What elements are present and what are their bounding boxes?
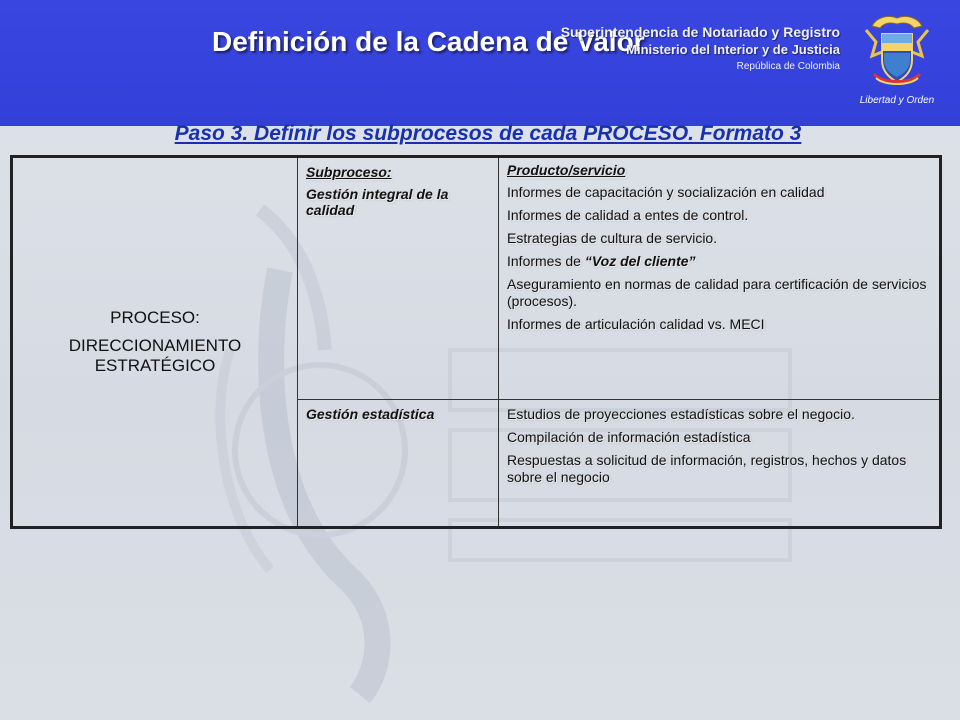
section-subtitle: Paso 3. Definir los subprocesos de cada PROCESO. Formato 3: [174, 122, 802, 145]
subprocess-name: Gestión integral de la calidad: [306, 186, 449, 218]
list-item: Estudios de proyecciones estadísticas sobre el negocio.: [507, 405, 855, 422]
products-cell: [499, 157, 941, 400]
subprocess-cell: [298, 399, 499, 527]
list-item: [507, 253, 931, 270]
subprocess-table: [10, 155, 942, 529]
process-cell: [12, 157, 298, 528]
table-row: [12, 157, 941, 400]
list-item: Compilación de información estadística: [507, 428, 751, 445]
list-item: Informes de articulación calidad vs. MECI: [507, 316, 765, 332]
coat-of-arms-logo: [852, 12, 942, 112]
list-item: Aseguramiento en normas de calidad para certificación de servicios (procesos).: [507, 276, 927, 309]
subprocess-name: Gestión estadística: [306, 405, 435, 422]
ministry-name: Ministerio del Interior y de Justicia: [626, 42, 840, 57]
list-item: Informes de capacitación y socialización en calidad: [507, 184, 825, 200]
list-item: Informes de calidad a entes de control.: [507, 207, 749, 223]
list-item: Respuestas a solicitud de información, registros, hechos y datos sobre el negocio: [507, 451, 907, 485]
coat-of-arms-icon: [862, 12, 932, 92]
org-name: Superintendencia de Notariado y Registro: [560, 24, 840, 40]
products-header: Producto/servicio: [507, 162, 626, 178]
page-title: Definición de la Cadena de Valor: [212, 26, 645, 57]
voz-emphasis: “Voz del cliente”: [584, 253, 696, 269]
seal-motto: Libertad y Orden: [859, 95, 935, 106]
process-label: PROCESO:: [110, 308, 200, 327]
voz-prefix: Informes de: [507, 253, 585, 269]
process-name: DIRECCIONAMIENTO ESTRATÉGICO: [68, 336, 242, 375]
subprocess-cell: [298, 157, 499, 400]
products-cell: [499, 399, 941, 527]
country-name: República de Colombia: [736, 61, 840, 72]
subprocess-header: Subproceso:: [306, 164, 392, 180]
organization-block: [561, 24, 840, 72]
header-banner: [0, 0, 960, 126]
list-item: Estrategias de cultura de servicio.: [507, 230, 718, 246]
